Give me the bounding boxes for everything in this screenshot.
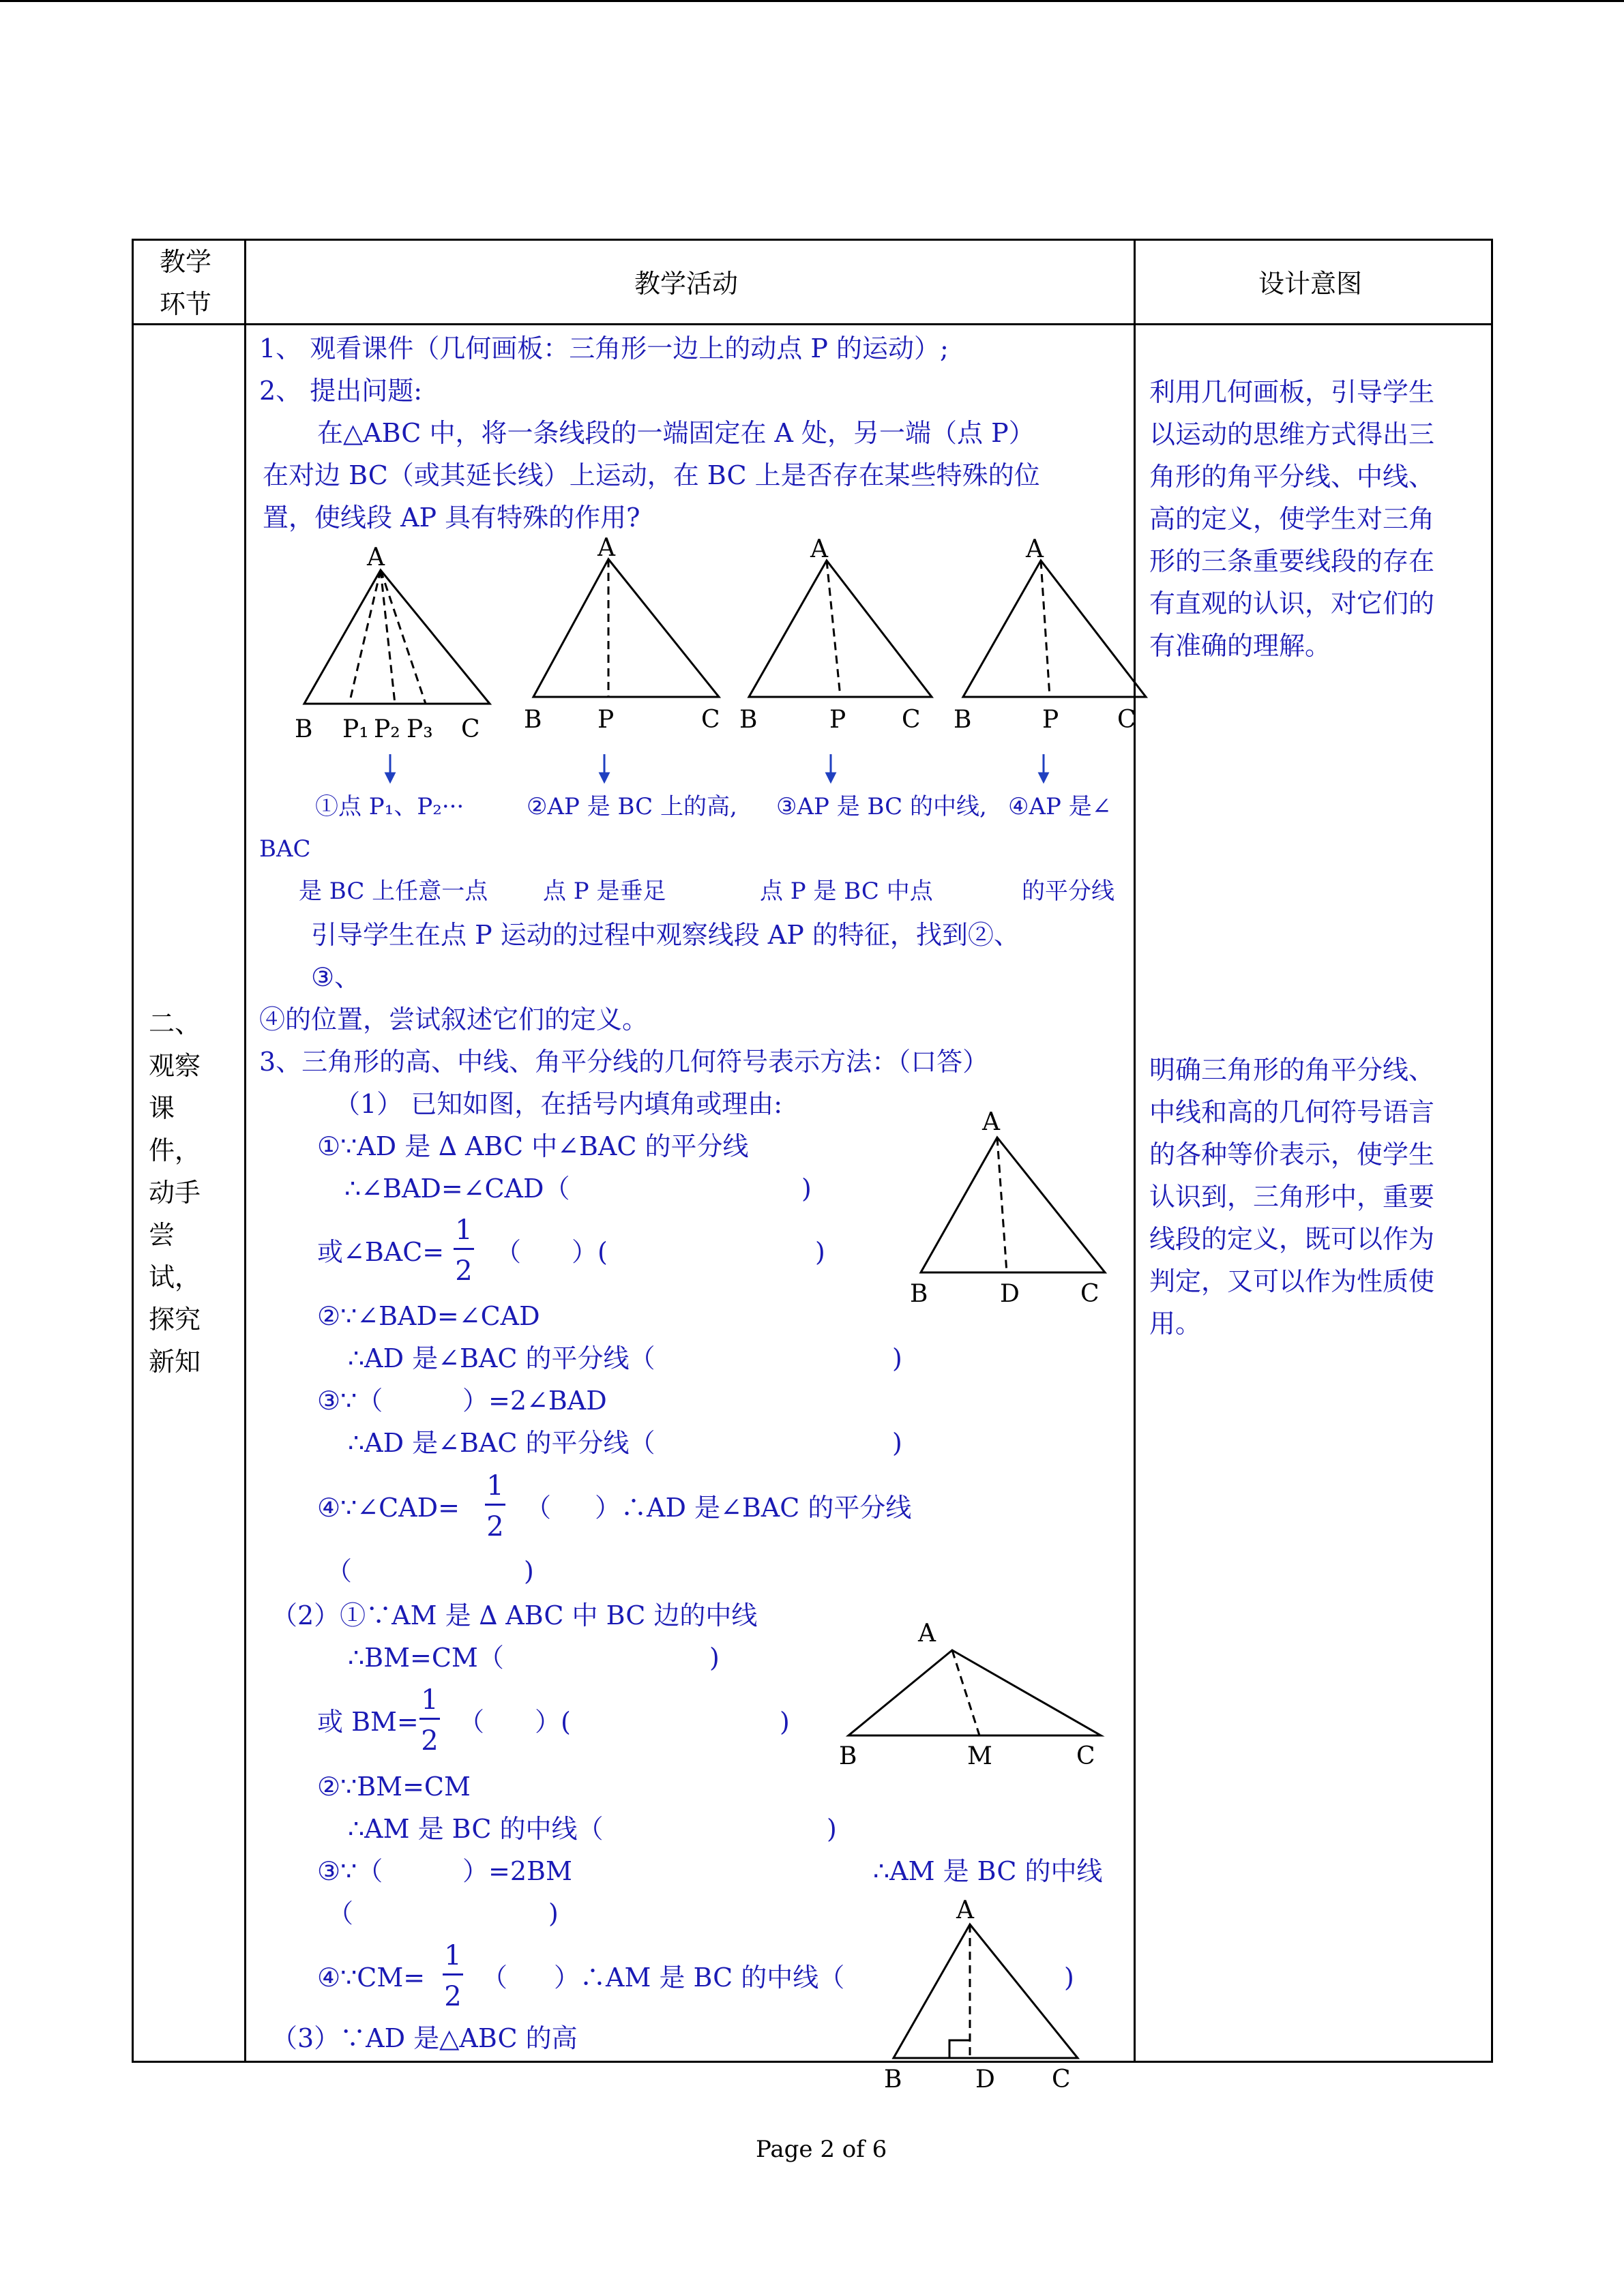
q1-line-3-blank-close: ）( bbox=[572, 1237, 608, 1267]
t1-label-a: A bbox=[367, 543, 385, 571]
fraction-bar bbox=[485, 1504, 505, 1506]
section-label-line: 课 bbox=[149, 1093, 175, 1123]
q1-line-8-rest: ）∴AD 是∠BAC 的平分线 bbox=[595, 1493, 912, 1523]
t3-label-a: A bbox=[810, 535, 828, 563]
q2-line-3-blank-close: ）( bbox=[535, 1707, 571, 1737]
activity-line: 置，使线段 AP 具有特殊的作用? bbox=[263, 503, 640, 533]
case-4: ④AP 是∠ bbox=[1008, 793, 1112, 820]
triangle-3 bbox=[749, 561, 932, 697]
q2-line-5: ∴AM 是 BC 的中线（ bbox=[348, 1814, 604, 1844]
section-label-line: 试， bbox=[149, 1262, 201, 1292]
t4-label-a: A bbox=[1026, 535, 1044, 563]
section-label-line: 探究 bbox=[149, 1304, 201, 1335]
t2-label-a: A bbox=[597, 534, 615, 562]
q1-line-9: （ bbox=[326, 1556, 353, 1586]
intent-line: 利用几何画板，引导学生 bbox=[1149, 377, 1435, 407]
fraction-denominator: 2 bbox=[444, 1981, 462, 2012]
intent-line: 中线和高的几何符号语言 bbox=[1149, 1097, 1435, 1127]
intent-line: 判定，又可以作为性质使 bbox=[1149, 1266, 1435, 1296]
intent-line: 线段的定义，既可以作为 bbox=[1149, 1224, 1435, 1254]
fraction-bar bbox=[454, 1248, 474, 1250]
q2-line-8: ④∵CM= bbox=[317, 1963, 426, 1993]
intent-line: 高的定义，使学生对三角 bbox=[1149, 504, 1435, 534]
section-label-line: 二、 bbox=[149, 1009, 201, 1039]
t2-label-p: P bbox=[597, 706, 615, 734]
t2-label-c: C bbox=[701, 706, 720, 734]
header-col1-line2: 环节 bbox=[160, 289, 212, 319]
t6-label-m: M bbox=[967, 1742, 992, 1770]
q1-line-3-close: ) bbox=[815, 1237, 825, 1267]
t1-label-p2: P₂ bbox=[374, 715, 400, 743]
triangle-3-segment-ap bbox=[827, 561, 840, 697]
activity-line: 1、 观看课件（几何画板：三角形一边上的动点 P 的运动）; bbox=[259, 333, 949, 363]
arrow-3-head bbox=[827, 773, 835, 781]
t5-label-c: C bbox=[1080, 1280, 1099, 1308]
t1-label-c: C bbox=[461, 715, 480, 743]
section-label-line: 动手 bbox=[149, 1178, 201, 1208]
fraction-denominator: 2 bbox=[486, 1511, 504, 1542]
case-1-detail: 是 BC 上任意一点 bbox=[299, 878, 488, 905]
t4-label-c: C bbox=[1117, 706, 1136, 734]
q1-line-2: ∴∠BAD=∠CAD（ bbox=[344, 1174, 570, 1204]
q2-line-4: ②∵BM=CM bbox=[317, 1772, 471, 1802]
t7-label-d: D bbox=[975, 2066, 995, 2093]
t7-label-a: A bbox=[956, 1896, 974, 1924]
q1-line-6-rest: ）=2∠BAD bbox=[462, 1386, 607, 1416]
fraction-denominator: 2 bbox=[421, 1725, 439, 1757]
t7-label-b: B bbox=[884, 2066, 902, 2093]
header-col1-line1: 教学 bbox=[160, 247, 212, 277]
t6-label-c: C bbox=[1076, 1742, 1095, 1770]
header-teaching-activity: 教学活动 bbox=[634, 269, 739, 299]
section-label-line: 观察 bbox=[149, 1051, 201, 1081]
t7-label-c: C bbox=[1052, 2066, 1071, 2093]
triangle-4-segment-ap bbox=[1041, 561, 1050, 697]
triangle-1-segment-ap1 bbox=[349, 570, 381, 704]
case-2-detail: 点 P 是垂足 bbox=[543, 878, 666, 905]
intent-line: 有准确的理解。 bbox=[1149, 631, 1331, 661]
triangle-1 bbox=[304, 570, 490, 704]
question-1-heading: （1） 已知如图，在括号内填角或理由: bbox=[334, 1089, 783, 1119]
section-label-line: 新知 bbox=[149, 1347, 201, 1377]
fraction-bar bbox=[443, 1973, 463, 1976]
intent-line: 角形的角平分线、中线、 bbox=[1149, 462, 1435, 492]
triangle-4 bbox=[963, 561, 1146, 697]
intent-line: 用。 bbox=[1149, 1309, 1202, 1339]
q2-line-8-close: ) bbox=[1064, 1963, 1074, 1993]
section-3-heading: 3、三角形的高、中线、角平分线的几何符号表示方法：（口答） bbox=[259, 1047, 989, 1077]
t6-label-a: A bbox=[918, 1620, 936, 1648]
t3-label-c: C bbox=[902, 706, 921, 734]
case-2: ②AP 是 BC 上的高, bbox=[527, 793, 737, 820]
t4-label-b: B bbox=[954, 706, 972, 734]
t4-label-p: P bbox=[1042, 706, 1059, 734]
q2-line-5-close: ) bbox=[827, 1814, 837, 1844]
fraction-numerator: 1 bbox=[455, 1214, 473, 1246]
q2-line-3-blank-open: （ bbox=[458, 1707, 485, 1737]
q2-line-1: （2）①∵AM 是 ∆ ABC 中 BC 边的中线 bbox=[271, 1600, 758, 1630]
fraction-denominator: 2 bbox=[455, 1255, 473, 1287]
intent-line: 明确三角形的角平分线、 bbox=[1149, 1055, 1435, 1085]
t5-label-b: B bbox=[910, 1280, 928, 1308]
page-number: Page 2 of 6 bbox=[756, 2136, 887, 2163]
arrow-2-head bbox=[600, 773, 608, 781]
t1-label-b: B bbox=[295, 715, 313, 743]
t5-label-d: D bbox=[1000, 1280, 1020, 1308]
q1-line-3-blank-open: （ bbox=[495, 1237, 522, 1267]
triangle-5 bbox=[921, 1137, 1105, 1272]
q1-line-4: ②∵∠BAD=∠CAD bbox=[317, 1301, 540, 1331]
case-1: ①点 P₁、P₂··· bbox=[315, 793, 464, 820]
case-3: ③AP 是 BC 的中线, bbox=[776, 793, 987, 820]
triangle-7-right-angle-mark bbox=[949, 2040, 970, 2058]
q1-line-2-close: ) bbox=[801, 1174, 812, 1204]
guidance-line: 引导学生在点 P 运动的过程中观察线段 AP 的特征，找到②、 bbox=[311, 920, 1020, 950]
t5-label-a: A bbox=[982, 1108, 1000, 1136]
q2-line-6: ③∵（ bbox=[317, 1856, 383, 1886]
activity-line: 在对边 BC（或其延长线）上运动，在 BC 上是否存在某些特殊的位 bbox=[263, 460, 1040, 490]
t3-label-p: P bbox=[829, 706, 846, 734]
q1-line-3: 或∠BAC= bbox=[317, 1237, 445, 1267]
guidance-line: ④的位置，尝试叙述它们的定义。 bbox=[259, 1004, 649, 1034]
fraction-numerator: 1 bbox=[486, 1470, 504, 1502]
guidance-line: ③、 bbox=[311, 962, 361, 992]
section-label-line: 尝 bbox=[149, 1220, 175, 1250]
q3-line-1: （3）∵AD 是△ABC 的高 bbox=[271, 2023, 578, 2053]
intent-line: 的各种等价表示，使学生 bbox=[1149, 1139, 1435, 1169]
triangle-1-segment-ap3 bbox=[381, 570, 426, 704]
t6-label-b: B bbox=[839, 1742, 857, 1770]
fraction-bar bbox=[419, 1718, 440, 1720]
case-3-detail: 点 P 是 BC 中点 bbox=[760, 878, 933, 905]
q1-line-7-close: ) bbox=[892, 1428, 902, 1458]
header-design-intent: 设计意图 bbox=[1258, 269, 1363, 299]
intent-line: 有直观的认识，对它们的 bbox=[1149, 588, 1435, 618]
case-4-continued: BAC bbox=[259, 835, 311, 863]
q2-line-6-conclusion: ∴AM 是 BC 的中线 bbox=[873, 1856, 1103, 1886]
q2-line-3-close: ) bbox=[780, 1707, 790, 1737]
t3-label-b: B bbox=[739, 706, 758, 734]
q2-line-8-rest: ）∴AM 是 BC 的中线（ bbox=[554, 1963, 845, 1993]
q2-line-8-blank-open: （ bbox=[482, 1963, 508, 1993]
arrow-1-head bbox=[386, 773, 394, 781]
q2-line-2-close: ) bbox=[709, 1643, 720, 1673]
q2-line-3: 或 BM= bbox=[317, 1707, 419, 1737]
q2-line-2: ∴BM=CM（ bbox=[348, 1643, 504, 1673]
arrow-4-head bbox=[1039, 773, 1048, 781]
q1-line-8-blank-open: （ bbox=[525, 1493, 552, 1523]
q1-line-1: ①∵AD 是 ∆ ABC 中∠BAC 的平分线 bbox=[317, 1131, 749, 1161]
q1-line-5-close: ) bbox=[892, 1343, 902, 1373]
case-4-detail: 的平分线 bbox=[1022, 878, 1114, 905]
t2-label-b: B bbox=[524, 706, 542, 734]
q1-line-6: ③∵（ bbox=[317, 1386, 383, 1416]
q1-line-7: ∴AD 是∠BAC 的平分线（ bbox=[348, 1428, 655, 1458]
q1-line-5: ∴AD 是∠BAC 的平分线（ bbox=[348, 1343, 655, 1373]
q2-line-6-rest: ）=2BM bbox=[462, 1856, 572, 1886]
q1-line-8: ④∵∠CAD= bbox=[317, 1493, 460, 1523]
intent-line: 形的三条重要线段的存在 bbox=[1149, 546, 1435, 576]
intent-line: 以运动的思维方式得出三 bbox=[1149, 419, 1435, 449]
t1-label-p1: P₁ bbox=[342, 715, 369, 743]
triangle-2 bbox=[533, 559, 719, 697]
intent-line: 认识到，三角形中，重要 bbox=[1149, 1182, 1435, 1212]
t1-label-p3: P₃ bbox=[407, 715, 433, 743]
fraction-numerator: 1 bbox=[421, 1684, 439, 1716]
q1-line-9-close: ) bbox=[524, 1556, 534, 1586]
activity-line: 在△ABC 中，将一条线段的一端固定在 A 处，另一端（点 P） bbox=[317, 418, 1035, 448]
triangle-5-segment-ad bbox=[997, 1137, 1007, 1272]
q2-line-7-close: ) bbox=[548, 1898, 559, 1928]
section-label-line: 件， bbox=[149, 1135, 201, 1165]
activity-line: 2、 提出问题: bbox=[259, 376, 423, 406]
triangle-7 bbox=[894, 1924, 1078, 2058]
fraction-numerator: 1 bbox=[444, 1940, 462, 1971]
q2-line-7: （ bbox=[327, 1898, 354, 1928]
